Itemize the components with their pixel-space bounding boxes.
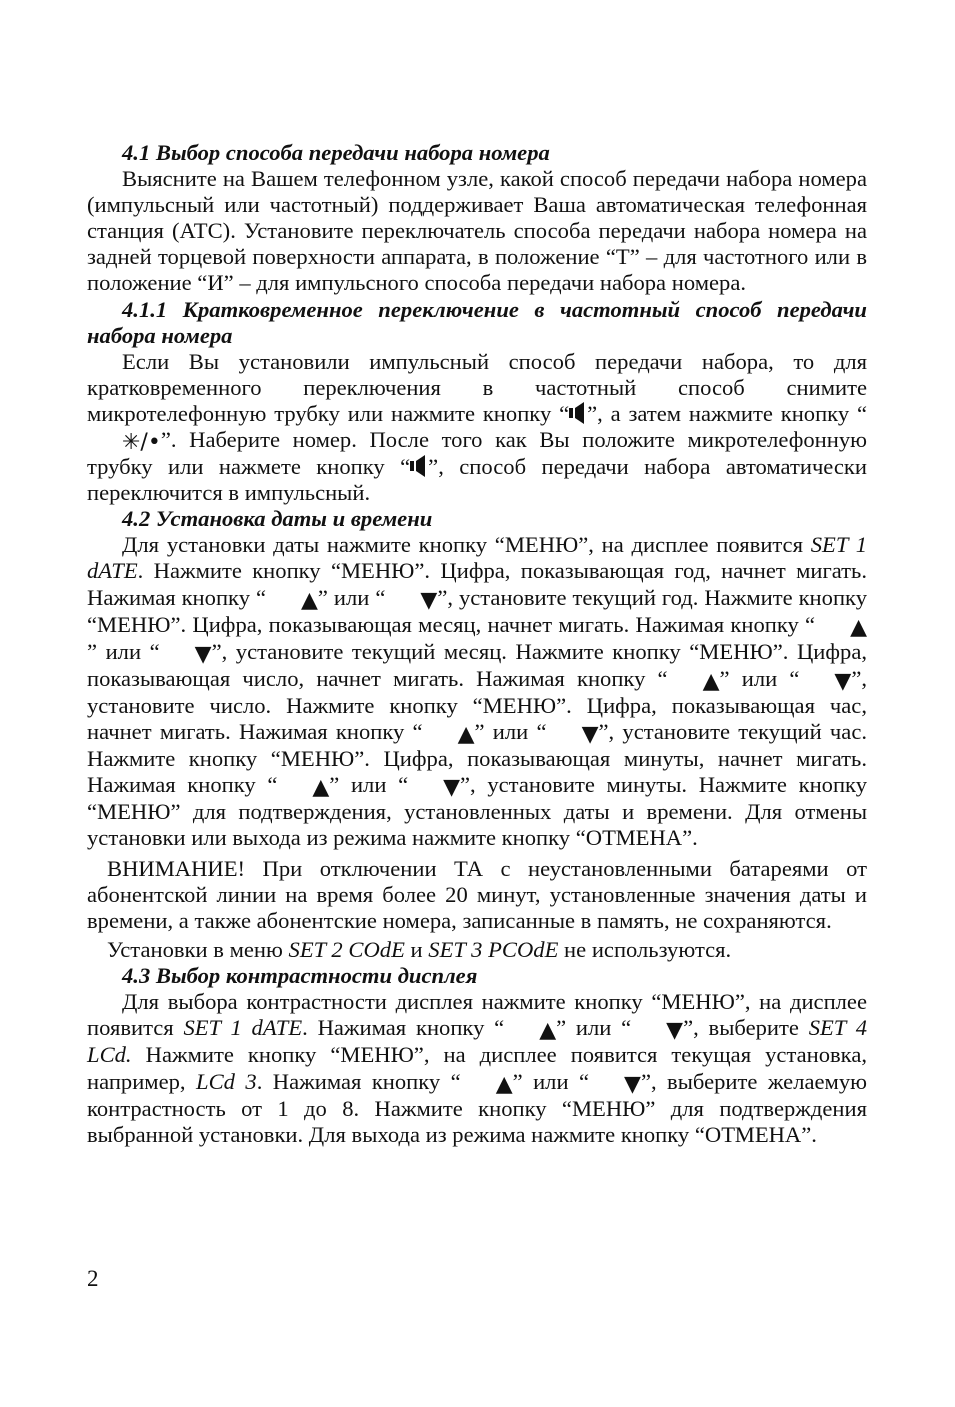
text-run: Если Вы установили импульсный способ передачи набора, то для кратковременного переключения в частотный способ снимите микротелефонную трубку или нажмите кнопку “ xyxy=(87,348,867,426)
text-run: ”, выберите xyxy=(683,1015,809,1041)
star-dot-icon: ✳/• xyxy=(122,430,161,456)
up-arrow-icon: ▲ xyxy=(850,614,867,640)
text-run: ”, установите текущий месяц. Нажмите кнопку “МЕНЮ”. Цифра, показывающая число, начнет мигать. Нажимая кнопку “ xyxy=(87,638,867,691)
up-arrow-icon: ▲ xyxy=(702,668,720,694)
speaker-icon xyxy=(569,401,587,425)
text-run: ” или “ xyxy=(87,638,160,664)
text-run: ”, выберите желаемую контрастность от 1 до 8. Нажмите кнопку “МЕНЮ” для подтверждения выбранной установки. Для выхода из режима нажмите кнопку “ОТМЕНА”. xyxy=(87,1068,867,1147)
text-run: Для выбора контрастности дисплея нажмите кнопку “МЕНЮ”, на дисплее появится xyxy=(87,989,867,1041)
up-arrow-icon: ▲ xyxy=(539,1018,557,1044)
text-run: ” или “ xyxy=(329,771,409,797)
text-run: ”, а затем нажмите кнопку “ xyxy=(587,400,867,426)
down-arrow-icon: ▼ xyxy=(624,1071,641,1097)
down-arrow-icon: ▼ xyxy=(443,774,461,800)
text-run: ”. Наберите номер. После того как Вы положите микротелефонную трубку или нажмете кнопку “ xyxy=(87,427,867,480)
text-run: не используются. xyxy=(558,937,732,963)
text-run: ”, установите число. Нажмите кнопку “МЕНЮ”. Цифра, показывающая час, начнет мигать. Нажимая кнопку “ xyxy=(87,665,868,744)
text-run: Нажмите кнопку “МЕНЮ”, на дисплее появится текущая установка, например, xyxy=(87,1042,867,1094)
text-run: ”, способ передачи набора автоматически переключится в импульсный. xyxy=(87,454,867,506)
section-4-2-text xyxy=(87,532,867,851)
text-run: Для установки даты нажмите кнопку “МЕНЮ”, на дисплее появится xyxy=(122,532,811,558)
text-run: . Нажимая кнопку “ xyxy=(302,1015,505,1041)
warning-notice: ВНИМАНИЕ! При отключении ТА с неустановленными батареями от абонентской линии на время более 20 минут, установленные значения даты и времени, а также абонентские номера, записанные в память, не сохраняются. xyxy=(87,855,867,934)
down-arrow-icon: ▼ xyxy=(420,587,438,613)
section-4-1-heading: 4.1 Выбор способа передачи набора номера xyxy=(122,140,550,165)
text-run: Установки в меню xyxy=(107,937,289,963)
display-code: SET 2 COdE xyxy=(288,937,405,963)
text-run: ” или “ xyxy=(474,718,547,744)
section-4-1-1-heading: 4.1.1 Кратковременное переключение в частотный способ передачи набора номера xyxy=(87,296,867,348)
display-code: LCd 3 xyxy=(196,1068,257,1094)
section-4-1-1-text xyxy=(87,349,867,506)
display-code: SET 1 dATE xyxy=(87,532,868,584)
text-run: и xyxy=(404,937,429,963)
text-run: ”, установите текущий час. Нажмите кнопку “МЕНЮ”. Цифра, показывающая минуты, начнет мигать. Нажимая кнопку “ xyxy=(87,718,868,797)
page-number: 2 xyxy=(87,1266,99,1291)
up-arrow-icon: ▲ xyxy=(312,774,330,800)
section-4-3-text xyxy=(87,989,867,1147)
text-run: . Нажимая кнопку “ xyxy=(256,1068,461,1094)
text-run: ” или “ xyxy=(512,1068,590,1094)
text-run: ” или “ xyxy=(719,665,800,691)
up-arrow-icon: ▲ xyxy=(301,587,318,613)
down-arrow-icon: ▼ xyxy=(834,668,852,694)
speaker-icon xyxy=(410,454,428,478)
section-4-3-heading: 4.3 Выбор контрастности дисплея xyxy=(122,963,478,989)
down-arrow-icon: ▼ xyxy=(666,1018,684,1044)
section-4-2-heading: 4.2 Установка даты и времени xyxy=(122,506,433,532)
text-run: . Нажмите кнопку “МЕНЮ”. Цифра, показывающая год, начнет мигать. Нажимая кнопку “ xyxy=(87,558,867,610)
display-code: SET 4 LCd. xyxy=(87,1015,868,1068)
section-4-1-text: Выясните на Вашем телефонном узле, какой способ передачи набора номера (импульсный или частотный) поддерживает Ваша автоматическая телефонная станция (АТС). Установите переключатель способа передачи набора номера на задней торцевой поверхности аппарата, в положение “Т” – для частотного или в положение “И” – для импульсного способа передачи набора номера. xyxy=(87,166,867,296)
down-arrow-icon: ▼ xyxy=(194,641,212,667)
text-run: ”, установите минуты. Нажмите кнопку “МЕНЮ” для подтверждения, установленных даты и времени. Для отмены установки или выхода из режима нажмите кнопку “ОТМЕНА”. xyxy=(87,771,867,850)
unused-settings-note xyxy=(87,937,867,963)
text-run: ” или “ xyxy=(556,1015,632,1041)
down-arrow-icon: ▼ xyxy=(581,721,599,747)
up-arrow-icon: ▲ xyxy=(495,1071,513,1097)
display-code: SET 1 dATE xyxy=(183,1015,303,1041)
display-code: SET 3 PCOdE xyxy=(428,937,559,963)
document-page xyxy=(87,140,867,1148)
text-run: ” или “ xyxy=(317,584,386,610)
up-arrow-icon: ▲ xyxy=(457,721,475,747)
text-run: ”, установите текущий год. Нажмите кнопку “МЕНЮ”. Цифра, показывающая месяц, начнет мигать. Нажимая кнопку “ xyxy=(87,584,867,637)
